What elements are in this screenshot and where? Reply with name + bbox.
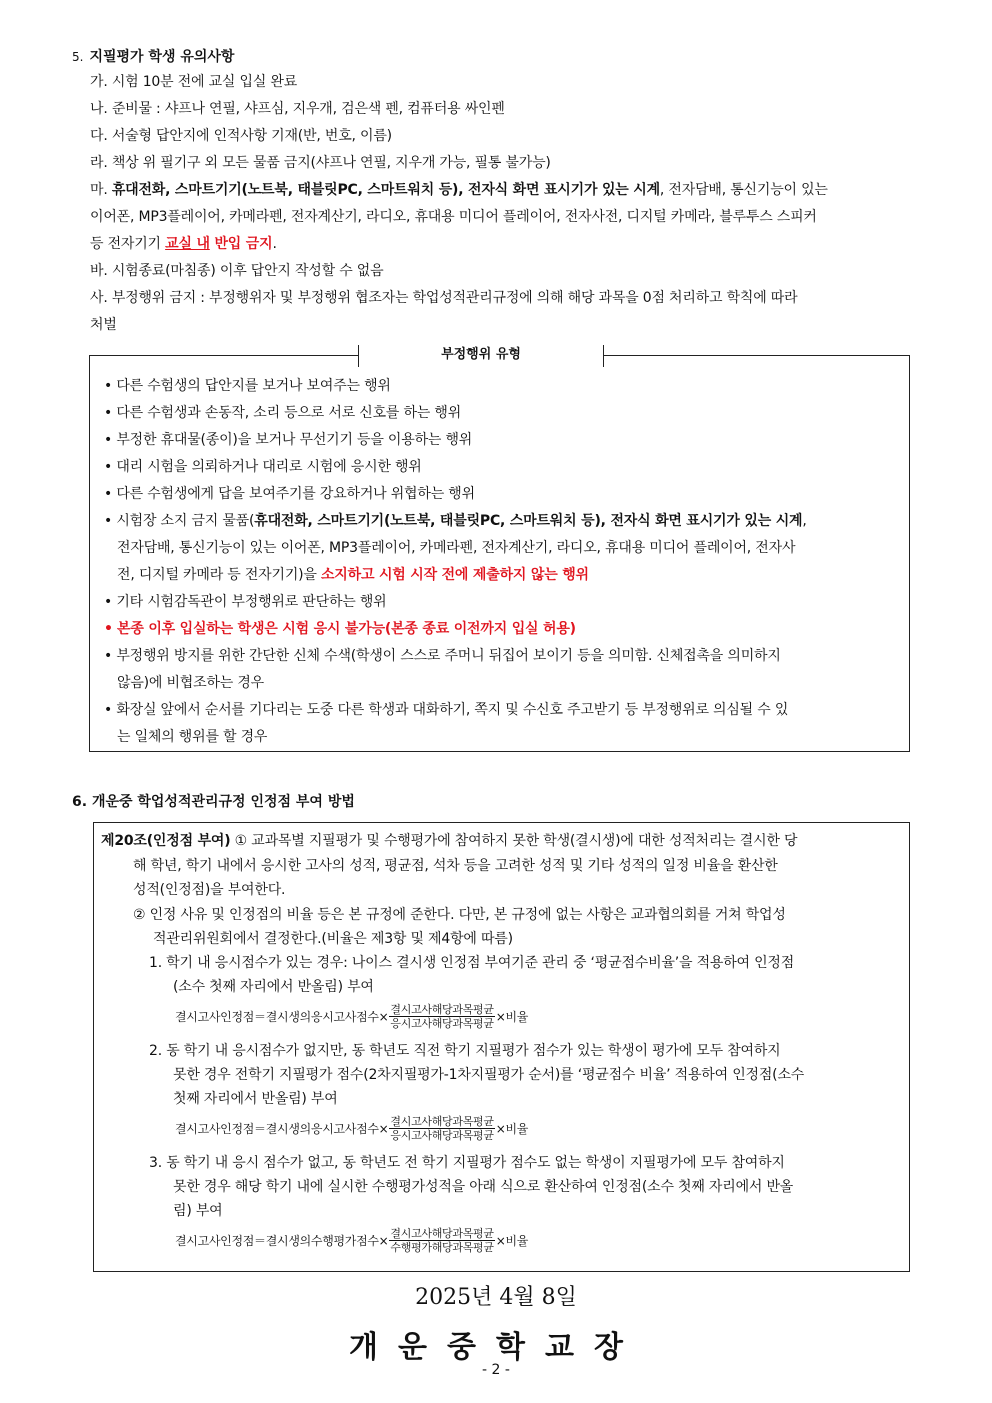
formula3-lhs: 결시고사인정점＝결시생의수행평가점수× [175, 1234, 389, 1248]
formula3-fraction [389, 1227, 494, 1254]
section5-item-f: 바. 시험종료(마침종) 이후 답안지 작성할 수 없음 [90, 263, 384, 279]
cheating-item-text: 대리 시험을 의뢰하거나 대리로 시험에 응시한 행위 [116, 459, 422, 475]
cheating-item-9-line2: 않음)에 비협조하는 경우 [117, 675, 265, 691]
cheating-item-10-line2: 는 일체의 행위를 할 경우 [117, 729, 268, 745]
formula-3 [175, 1227, 528, 1254]
section5-item-a: 가. 시험 10분 전에 교실 입실 완료 [90, 74, 298, 90]
cheating-box-title: 부정행위 유형 [441, 347, 521, 362]
clause2-line1: 2. 동 학기 내 응시점수가 없지만, 동 학년도 직전 학기 지필평가 점수가 있는 학생이 평가에 모두 참여하지 [149, 1043, 781, 1059]
section5-number: 5. [72, 50, 84, 64]
bullet-dot: • [104, 513, 113, 529]
item-e-rest: , 전자담배, 통신기능이 있는 [659, 182, 828, 198]
formula2-numerator: 결시고사해당과목평균 [390, 1115, 494, 1128]
document-date: 2025년 4월 8일 [415, 1285, 577, 1310]
formula1-rhs: ×비율 [495, 1010, 529, 1024]
clause2-line2: 못한 경우 전학기 지필평가 점수(2차지필평가-1차지필평가 순서)를 ‘평균점수 비율’ 적용하여 인정점(소수 [173, 1067, 805, 1083]
item6-end: , [802, 513, 807, 529]
formula3-denominator: 수행평가해당과목평균 [390, 1241, 494, 1254]
item-e-red: 반입 금지 [209, 236, 273, 252]
principal-signature: 개운중학교장 [349, 1330, 643, 1365]
section5-item-e-line3 [90, 235, 277, 253]
section5-heading [72, 46, 234, 66]
article-label: 제20조(인정점 부여) [101, 833, 231, 849]
article-p1-line2: 해 학년, 학기 내에서 응시한 고사의 성적, 평균점, 석차 등을 고려한 성적 및 기타 성적의 일정 비율을 환산한 [133, 858, 778, 874]
page-number: - 2 - [482, 1362, 510, 1378]
section6-heading [72, 791, 355, 811]
section5-title: 지필평가 학생 유의사항 [89, 49, 235, 65]
bullet-dot: • [104, 378, 113, 394]
section6-number: 6. [72, 794, 88, 810]
article-p2-line2: 적관리위원회에서 결정한다.(비율은 제3항 및 제4항에 따름) [153, 931, 513, 947]
bullet-dot: • [104, 621, 113, 637]
cheating-item-text-red: 본종 이후 입실하는 학생은 시험 응시 불가능(본종 종료 이전까지 입실 허용) [117, 621, 576, 637]
formula3-numerator: 결시고사해당과목평균 [390, 1227, 494, 1240]
cheating-item-text: 화장실 앞에서 순서를 기다리는 도중 다른 학생과 대화하기, 쪽지 및 수신호 주고받기 등 부정행위로 의심될 수 있 [116, 702, 789, 718]
section5-item-c: 다. 서술형 답안지에 인적사항 기재(반, 번호, 이름) [90, 128, 392, 144]
clause3-line3: 림) 부여 [173, 1203, 223, 1219]
formula1-numerator: 결시고사해당과목평균 [390, 1003, 494, 1016]
section5-item-e-line2: 이어폰, MP3플레이어, 카메라펜, 전자계산기, 라디오, 휴대용 미디어 플레이어, 전자사전, 디지털 카메라, 블루투스 스피커 [90, 209, 817, 225]
cheating-item-text: 기타 시험감독관이 부정행위로 판단하는 행위 [116, 594, 387, 610]
cheating-item-1 [104, 377, 391, 395]
clause2-line3: 첫째 자리에서 반올림) 부여 [173, 1091, 338, 1107]
formula2-lhs: 결시고사인정점＝결시생의응시고사점수× [175, 1122, 389, 1136]
formula-1 [175, 1003, 528, 1030]
section5-item-e-line1 [90, 181, 828, 199]
bullet-dot: • [104, 405, 113, 421]
cheating-item-text: 부정한 휴대물(종이)을 보거나 무선기기 등을 이용하는 행위 [116, 432, 473, 448]
cheating-item-6-line2: 전자담배, 통신기능이 있는 이어폰, MP3플레이어, 카메라펜, 전자계산기, 라디오, 휴대용 미디어 플레이어, 전자사 [117, 540, 796, 556]
item6-prefix: 시험장 소지 금지 물품( [116, 513, 255, 529]
cheating-item-text: 다른 수험생과 손동작, 소리 등으로 서로 신호를 하는 행위 [116, 405, 462, 421]
section5-item-g-line1: 사. 부정행위 금지 : 부정행위자 및 부정행위 협조자는 학업성적관리규정에 의해 해당 과목을 0점 처리하고 학칙에 따라 [90, 290, 798, 306]
bullet-dot: • [104, 648, 113, 664]
bullet-dot: • [104, 594, 113, 610]
section5-item-g-line2: 처벌 [90, 317, 117, 333]
formula2-rhs: ×비율 [495, 1122, 529, 1136]
cheating-item-text: 다른 수험생에게 답을 보여주기를 강요하거나 위협하는 행위 [116, 486, 475, 502]
bullet-dot: • [104, 432, 113, 448]
formula2-fraction [389, 1115, 494, 1142]
section6-title: 개운중 학업성적관리규정 인정점 부여 방법 [91, 794, 355, 810]
clause1-line1: 1. 학기 내 응시점수가 있는 경우: 나이스 결시생 인정점 부여기준 관리 중 ‘평균점수비율’을 적용하여 인정점 [149, 955, 795, 971]
cheating-item-4 [104, 458, 422, 476]
article-p1-text: ① 교과목별 지필평가 및 수행평가에 참여하지 못한 학생(결시생)에 대한 성적처리는 결시한 당 [230, 833, 798, 849]
cheating-item-5 [104, 485, 475, 503]
article-p2-line1: ② 인정 사유 및 인정점의 비율 등은 본 규정에 준한다. 다만, 본 규정에 없는 사항은 교과협의회를 거쳐 학업성 [133, 907, 786, 923]
article-p1-line1 [101, 832, 797, 850]
cheating-item-2 [104, 404, 461, 422]
clause3-line2: 못한 경우 해당 학기 내에 실시한 수행평가성적을 아래 식으로 환산하여 인정점(소수 첫째 자리에서 반올 [173, 1179, 794, 1195]
item-e-line3-prefix: 등 전자기기 [90, 236, 166, 252]
cheating-item-7 [104, 593, 386, 611]
formula1-denominator: 응시고사해당과목평균 [390, 1017, 494, 1030]
cheating-item-text: 다른 수험생의 답안지를 보거나 보여주는 행위 [116, 378, 391, 394]
item6-line3-red: 소지하고 시험 시작 전에 제출하지 않는 행위 [320, 567, 589, 583]
cheating-item-6-line1 [104, 512, 807, 530]
formula-2 [175, 1115, 528, 1142]
cheating-item-8 [104, 620, 576, 638]
cheating-item-6-line3 [117, 566, 589, 584]
article-p1-line3: 성적(인정점)을 부여한다. [133, 882, 286, 898]
bullet-dot: • [104, 486, 113, 502]
item-e-red-underlined: 교실 내 [165, 236, 210, 252]
formula1-fraction [389, 1003, 494, 1030]
item-e-prefix: 마. [90, 182, 112, 198]
clause3-line1: 3. 동 학기 내 응시 점수가 없고, 동 학년도 전 학기 지필평가 점수도 없는 학생이 지필평가에 모두 참여하지 [149, 1155, 785, 1171]
cheating-item-text: 부정행위 방지를 위한 간단한 신체 수색(학생이 스스로 주머니 뒤집어 보이기 등을 의미함. 신체접촉을 의미하지 [116, 648, 781, 664]
formula2-denominator: 응시고사해당과목평균 [390, 1129, 494, 1142]
item-e-end: . [272, 236, 277, 252]
item6-line3-prefix: 전, 디지털 카메라 등 전자기기)을 [117, 567, 321, 583]
item6-bold: 휴대전화, 스마트기기(노트북, 태블릿PC, 스마트워치 등), 전자식 화면 표시기가 있는 시계 [254, 513, 803, 529]
section5-item-b: 나. 준비물 : 샤프나 연필, 샤프심, 지우개, 검은색 펜, 컴퓨터용 싸인펜 [90, 101, 505, 117]
item-e-bold: 휴대전화, 스마트기기(노트북, 태블릿PC, 스마트워치 등), 전자식 화면 표시기가 있는 시계 [111, 182, 660, 198]
clause1-line2: (소수 첫째 자리에서 반올림) 부여 [173, 979, 374, 995]
section5-item-d: 라. 책상 위 필기구 외 모든 물품 금지(샤프나 연필, 지우개 가능, 필통 불가능) [90, 155, 551, 171]
cheating-item-10-line1 [104, 701, 788, 719]
formula1-lhs: 결시고사인정점＝결시생의응시고사점수× [175, 1010, 389, 1024]
formula3-rhs: ×비율 [495, 1234, 529, 1248]
cheating-item-3 [104, 431, 472, 449]
bullet-dot: • [104, 459, 113, 475]
bullet-dot: • [104, 702, 113, 718]
cheating-item-9-line1 [104, 647, 781, 665]
